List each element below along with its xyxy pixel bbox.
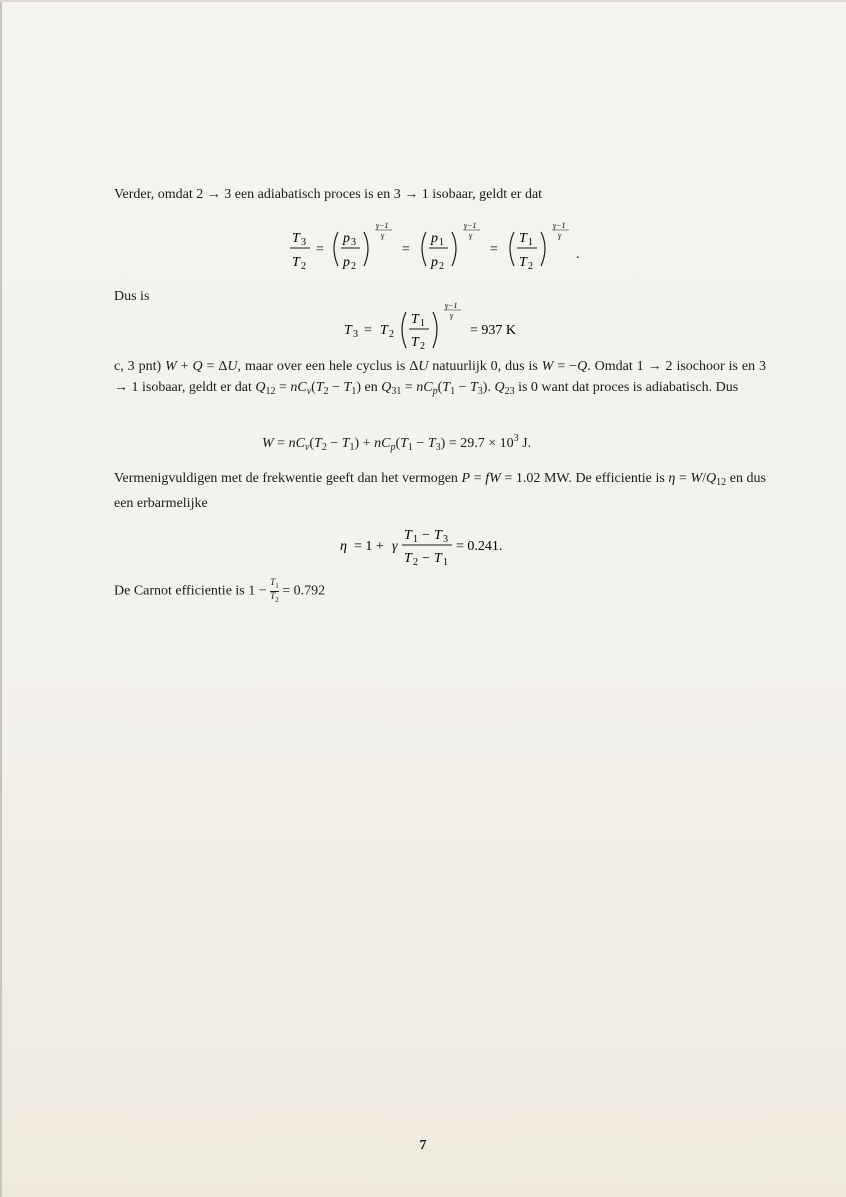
scan-edge <box>0 0 2 1197</box>
svg-text:p: p <box>343 255 350 270</box>
exponent-num: γ−1 <box>464 221 477 230</box>
svg-text:T: T <box>411 312 419 327</box>
svg-text:3: 3 <box>443 534 448 545</box>
text-segment: natuurlijk 0, dus is <box>432 359 538 374</box>
work-exponent: 3 <box>513 433 519 444</box>
exponent-den: γ <box>558 231 562 240</box>
work-value: 29.7 × 10 <box>460 436 514 451</box>
svg-text:2: 2 <box>301 261 306 272</box>
svg-text:1: 1 <box>413 534 418 545</box>
svg-text:1: 1 <box>443 557 448 568</box>
svg-text:−: − <box>422 551 430 566</box>
paragraph-power: Vermenigvuldigen met de frekwentie geeft dan het vermogen P = fW = 1.02 MW. De efficientie is $\eta = W/Q_{12}$ en dus een erbarmelijke <box>114 471 767 511</box>
svg-text:2: 2 <box>439 261 444 272</box>
svg-text:T: T <box>411 335 419 350</box>
svg-text:2: 2 <box>528 261 533 272</box>
paragraph-dus-is: Dus is <box>114 289 150 304</box>
power-value: 1.02 MW <box>515 471 569 486</box>
part-label: c, 3 pnt) <box>114 359 162 374</box>
svg-text:p: p <box>431 255 438 270</box>
text-segment: en <box>364 380 378 395</box>
svg-text:T: T <box>292 255 300 270</box>
page-number: 7 <box>419 1138 427 1153</box>
svg-text:p: p <box>431 231 438 246</box>
svg-text:1: 1 <box>528 237 533 248</box>
svg-text:3: 3 <box>351 237 356 248</box>
t3-result: = 937 K <box>470 323 517 338</box>
text-segment: Vermenigvuldigen met de frekwentie geeft dan het vermogen <box>114 471 458 486</box>
svg-text:.: . <box>576 247 580 262</box>
svg-text:=: = <box>364 323 372 338</box>
work-unit: J. <box>522 436 532 451</box>
svg-text:T: T <box>519 255 527 270</box>
paragraph-adiabatic-intro: Verder, omdat 2 → 3 een adiabatisch proces is en 3 → 1 isobaar, geldt er dat <box>114 187 543 202</box>
svg-text:=: = <box>490 242 498 257</box>
exponent-den: γ <box>450 311 454 320</box>
text-segment: De Carnot efficientie is <box>114 583 245 599</box>
equation-work: $W = nC_v(T_2 - T_1) + nC_p(T_1 - T_3) = 29.7 \times 10^3$ J. <box>262 433 532 453</box>
svg-text:η: η <box>340 539 347 554</box>
svg-text:1: 1 <box>439 237 444 248</box>
svg-text:T: T <box>519 231 527 246</box>
svg-text:=: = <box>316 242 324 257</box>
svg-text:T: T <box>434 551 442 566</box>
equation-t3 <box>336 300 556 363</box>
svg-text:2: 2 <box>420 341 425 352</box>
svg-text:2: 2 <box>413 557 418 568</box>
carnot-value: = 0.792 <box>282 583 326 599</box>
equation-efficiency <box>336 522 556 577</box>
svg-text:−: − <box>422 528 430 543</box>
text-segment: en dus een erbarmelijke <box>114 471 767 511</box>
svg-text:γ: γ <box>392 539 398 554</box>
equation-temperature-ratio <box>280 218 610 281</box>
scan-edge-top <box>0 0 846 2</box>
paragraph-part-c: c, 3 pnt) W + Q = ΔU, maar over een hele cyclus is ΔU natuurlijk 0, dus is W = −Q. Omdat 1 → 2 isochoor is en 3 → 1 isobaar, geldt er dat $Q_{12} = nC_v(T_2 - T_1)$ en $Q_{31} = nC_p(T_1 - T_3)$. $Q_{23}$ is 0 want dat proces is adiabatisch. Dus <box>114 359 767 397</box>
exponent-num: γ−1 <box>553 221 566 230</box>
exponent-num: γ−1 <box>376 221 389 230</box>
svg-text:T: T <box>344 323 352 338</box>
efficiency-result: = 0.241. <box>456 539 503 554</box>
svg-text:=: = <box>402 242 410 257</box>
svg-text:T: T <box>292 231 300 246</box>
svg-text:T: T <box>434 528 442 543</box>
svg-text:T: T <box>404 528 412 543</box>
text-segment: . Omdat 1 → 2 isochoor is en 3 → 1 isobaar, geldt er dat <box>114 359 767 395</box>
text-segment: , maar over een hele cyclus is <box>237 359 406 374</box>
text-segment: . De efficientie is <box>568 471 665 486</box>
svg-text:1: 1 <box>420 318 425 329</box>
svg-text:2: 2 <box>389 329 394 340</box>
svg-text:3: 3 <box>301 237 306 248</box>
svg-text:3: 3 <box>353 329 358 340</box>
svg-text:p: p <box>343 231 350 246</box>
svg-text:T: T <box>404 551 412 566</box>
svg-text:2: 2 <box>351 261 356 272</box>
exponent-den: γ <box>381 231 385 240</box>
exponent-den: γ <box>469 231 473 240</box>
exponent-num: γ−1 <box>445 301 458 310</box>
svg-text:= 1 +: = 1 + <box>354 539 384 554</box>
paragraph-carnot: De Carnot efficientie is 1 − $\frac{T_1}{T_2}$ = 0.792 <box>114 577 326 604</box>
text-segment: is 0 want dat proces is adiabatisch. Dus <box>518 380 739 395</box>
svg-text:T: T <box>380 323 388 338</box>
